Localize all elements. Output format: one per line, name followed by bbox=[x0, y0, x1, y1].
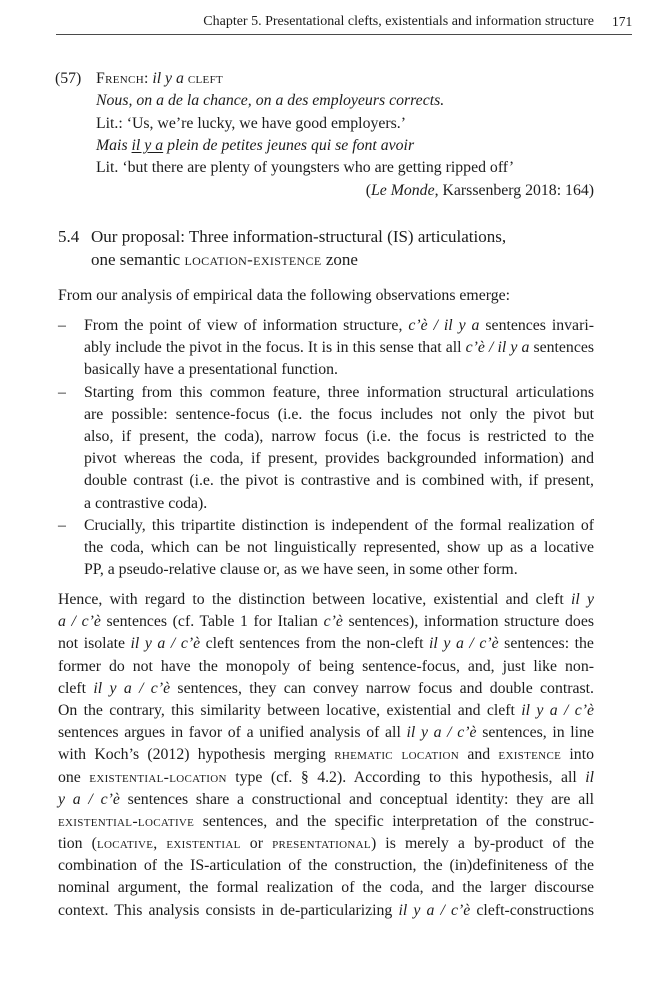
italic-text: a / c’è bbox=[58, 613, 101, 631]
text-run: Hence, with regard to the distinction between locative, existential and cleft bbox=[58, 591, 571, 608]
bullet-line bbox=[84, 337, 594, 359]
italic-text: c’è / il y a bbox=[465, 339, 530, 357]
text-run: the coda, which can be not linguistically represented, show up as a locative bbox=[84, 538, 594, 556]
text-run: ) is merely a by-product of the bbox=[370, 835, 594, 853]
text-run: Crucially, this tripartite distinction is independent of the formal realization of bbox=[84, 516, 594, 534]
paragraph-line bbox=[58, 855, 594, 877]
bullet-text bbox=[84, 382, 594, 515]
paragraph-line bbox=[58, 789, 594, 811]
text-run: Starting from this common feature, three information structural articulations bbox=[84, 383, 594, 401]
bullet-line bbox=[84, 426, 594, 448]
text-run: sentences bbox=[529, 339, 594, 357]
paragraph-line bbox=[58, 811, 594, 833]
bullet-line bbox=[84, 470, 594, 492]
small-caps-text: existential-locative bbox=[58, 812, 195, 830]
bullet-dash-icon: – bbox=[58, 317, 66, 334]
paragraph-line bbox=[58, 611, 594, 633]
text-run: former do not have the monopoly of being sentence-focus, and, just like non- bbox=[58, 657, 594, 675]
bullet-item bbox=[58, 515, 594, 582]
paragraph-line bbox=[58, 589, 594, 611]
small-caps-text: rhematic location bbox=[334, 746, 460, 764]
italic-text: Mais bbox=[96, 136, 132, 154]
text-run: sentences share a constructional and conceptual identity: they are all bbox=[119, 790, 594, 808]
text-run: pivot whereas the coda, if present, provides backgrounded information) and bbox=[84, 450, 594, 468]
intro-sentence: From our analysis of empirical data the following observations emerge: bbox=[58, 287, 511, 304]
italic-text: il y a / c’è bbox=[429, 635, 499, 653]
text-run: ( bbox=[365, 181, 371, 199]
text-run: sentences, in line bbox=[476, 724, 594, 742]
text-run: zone bbox=[321, 250, 358, 269]
bullet-line bbox=[84, 493, 594, 515]
bullet-text bbox=[84, 315, 594, 382]
small-caps-text: cleft bbox=[187, 70, 224, 87]
bullet-item bbox=[58, 382, 594, 515]
text-run: and bbox=[459, 746, 499, 764]
text-run: From the point of view of information structure, bbox=[84, 317, 409, 334]
italic-text: il y a / c’è bbox=[130, 635, 201, 653]
example-line bbox=[96, 90, 594, 112]
small-caps-text: existence bbox=[498, 746, 562, 764]
text-run: are possible: sentence-focus (i.e. the focus includes not only the pivot but bbox=[84, 405, 594, 423]
text-run: , Karssenberg 2018: 164) bbox=[434, 181, 594, 199]
small-caps-text: existential bbox=[166, 835, 241, 853]
example-citation bbox=[96, 180, 594, 202]
text-run: sentences invari- bbox=[479, 317, 594, 334]
text-run: sentences), information structure does bbox=[342, 613, 594, 631]
example-line bbox=[96, 68, 594, 90]
paragraph-line bbox=[58, 633, 594, 655]
text-run: sentences (cf. Table 1 for Italian bbox=[100, 613, 324, 631]
example-lines bbox=[96, 68, 594, 179]
italic-text: Nous, on a de la chance, on a des employeurs corrects. bbox=[96, 92, 445, 110]
bullet-line bbox=[84, 559, 594, 581]
text-run: sentences: the bbox=[498, 635, 594, 653]
bullet-text bbox=[84, 515, 594, 582]
text-run: one semantic bbox=[91, 250, 185, 269]
text-run: into bbox=[561, 746, 594, 764]
body-paragraph bbox=[58, 589, 594, 922]
section-title bbox=[91, 225, 594, 271]
bullet-line bbox=[84, 382, 594, 404]
page-number: 171 bbox=[612, 14, 633, 29]
example-line bbox=[96, 135, 594, 157]
text-run: Lit.: ‘Us, we’re lucky, we have good employers.’ bbox=[96, 114, 406, 132]
example-line bbox=[96, 113, 594, 135]
text-run: cleft bbox=[58, 679, 94, 697]
text-run: with Koch’s (2012) hypothesis merging bbox=[58, 746, 335, 764]
paragraph-line bbox=[58, 900, 594, 922]
italic-text: il y a bbox=[152, 70, 184, 87]
paragraph-line bbox=[58, 833, 594, 855]
text-run: Lit. ‘but there are plenty of youngsters who are getting ripped off’ bbox=[96, 159, 515, 177]
small-caps-text: location-existence bbox=[184, 250, 322, 269]
text-run: a contrastive coda). bbox=[84, 494, 208, 512]
text-run: , bbox=[153, 835, 167, 853]
italic-text: il y a / c’è bbox=[93, 679, 171, 697]
text-run: Our proposal: Three information-structural (IS) articulations, bbox=[91, 227, 507, 246]
text-run: On the contrary, this similarity between locative, existential and cleft bbox=[58, 701, 522, 719]
text-run: sentences, they can convey narrow focus and double contrast. bbox=[170, 679, 594, 697]
paragraph-line bbox=[58, 678, 594, 700]
text-run: tion ( bbox=[58, 835, 97, 853]
italic-text: plein de petites jeunes qui se font avoir bbox=[163, 136, 415, 154]
example-number: (57) bbox=[55, 70, 82, 87]
italic-text: Le Monde bbox=[370, 181, 435, 199]
text-run: nominal argument, the formal realization of the coda, and the larger discourse bbox=[58, 879, 594, 897]
text-run: context. This analysis consists in de-particularizing bbox=[58, 901, 399, 919]
text-run: basically have a presentational function. bbox=[84, 361, 338, 379]
text-run: one bbox=[58, 768, 90, 786]
paragraph-line bbox=[58, 700, 594, 722]
text-run: or bbox=[240, 835, 273, 853]
paragraph-line bbox=[58, 877, 594, 899]
text-run: : bbox=[143, 70, 153, 87]
bullet-line bbox=[84, 359, 594, 381]
section-title-line bbox=[91, 248, 594, 271]
italic-text: il y a / c’è bbox=[398, 901, 471, 919]
small-caps-text: locative bbox=[96, 835, 154, 853]
underlined-italic-text: il y a bbox=[131, 136, 164, 154]
bullet-line bbox=[84, 537, 594, 559]
example-line bbox=[96, 157, 594, 179]
paragraph-line bbox=[58, 722, 594, 744]
text-run: cleft sentences from the non-cleft bbox=[200, 635, 430, 653]
small-caps-text: existential-location bbox=[89, 768, 227, 786]
text-run: combination of the IS-articulation of the construction, the (in)definiteness of the bbox=[58, 857, 594, 875]
bullet-item bbox=[58, 315, 594, 382]
section-title-line bbox=[91, 225, 594, 248]
bullet-dash-icon: – bbox=[58, 383, 66, 401]
bullet-dash-icon: – bbox=[58, 516, 66, 534]
text-run: not isolate bbox=[58, 635, 131, 653]
text-run: double contrast (i.e. the pivot is contrastive and is combined with, if present, bbox=[84, 472, 594, 490]
bullet-line bbox=[84, 315, 594, 337]
italic-text: il bbox=[585, 768, 594, 786]
text-run: type (cf. § 4.2). According to this hypothesis, all bbox=[226, 768, 586, 786]
observation-list bbox=[58, 315, 594, 581]
italic-text: il y bbox=[570, 591, 594, 608]
paragraph-line bbox=[58, 744, 594, 766]
text-run: sentences, and the specific interpretation of the construc- bbox=[194, 812, 594, 830]
text-run: PP, a pseudo-relative clause or, as we have seen, in some other form. bbox=[84, 561, 518, 579]
bullet-line bbox=[84, 404, 594, 426]
italic-text: y a / c’è bbox=[58, 790, 120, 808]
paragraph-line bbox=[58, 656, 594, 678]
running-header-title: Chapter 5. Presentational clefts, existentials and information structure bbox=[203, 14, 594, 29]
text-run: ably include the pivot in the focus. It is in this sense that all bbox=[84, 339, 466, 357]
italic-text: c’è / il y a bbox=[408, 317, 480, 334]
bullet-line bbox=[84, 448, 594, 470]
section-number: 5.4 bbox=[58, 227, 80, 246]
header-rule bbox=[56, 34, 632, 35]
small-caps-text: French bbox=[96, 70, 144, 87]
paragraph-line bbox=[58, 767, 594, 789]
italic-text: il y a / c’è bbox=[521, 701, 594, 719]
italic-text: c’è bbox=[323, 613, 343, 631]
text-run: also, if present, the coda), narrow focus (i.e. the focus is restricted to the bbox=[84, 427, 594, 445]
text-run: cleft-constructions bbox=[470, 901, 594, 919]
bullet-line bbox=[84, 515, 594, 537]
small-caps-text: presentational bbox=[272, 835, 371, 853]
italic-text: il y a / c’è bbox=[406, 724, 477, 742]
text-run: sentences argues in favor of a unified analysis of all bbox=[58, 724, 407, 742]
